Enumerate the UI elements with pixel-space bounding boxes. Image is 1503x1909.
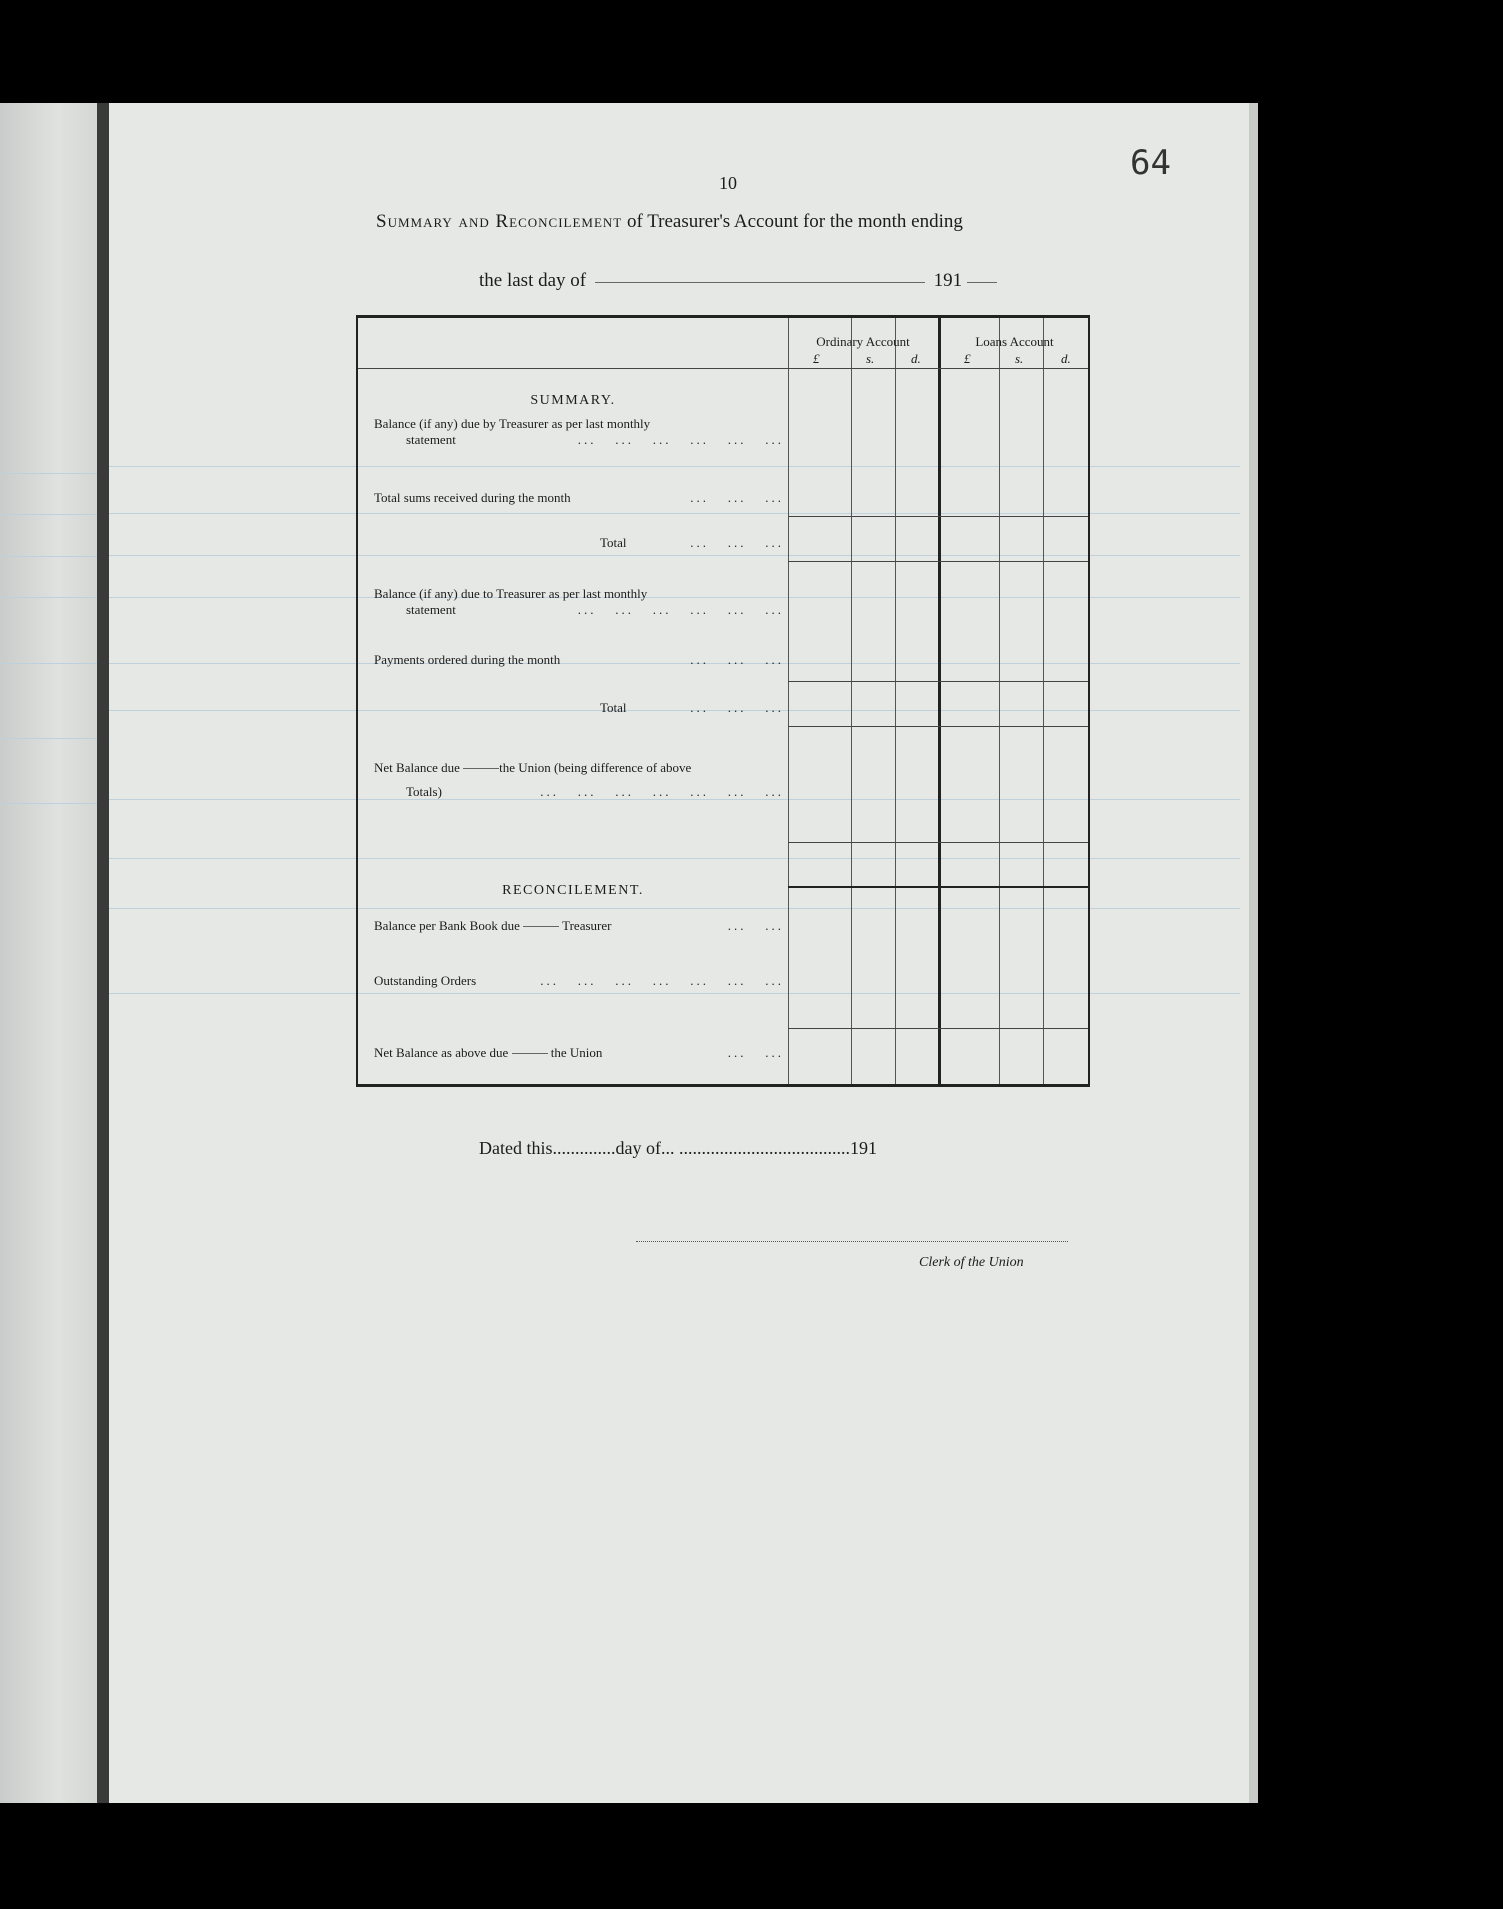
row-label: statement [406, 432, 456, 447]
row-balance-due-by-treasurer [374, 416, 784, 448]
row-total-2 [374, 700, 784, 716]
row-label: Total sums received during the month [374, 490, 571, 505]
column-divider [1043, 318, 1044, 1084]
shillings-header: s. [1015, 351, 1024, 366]
pounds-header: £ [813, 351, 820, 366]
stamped-page-number: 64 [1130, 143, 1171, 183]
row-label: Total [600, 535, 627, 550]
column-divider [999, 318, 1000, 1084]
row-label: Balance (if any) due to Treasurer as per last monthly [374, 586, 648, 601]
leader-dots: ... ... ... ... ... ... [577, 432, 784, 447]
row-label: Treasurer [562, 918, 612, 933]
date-blank [595, 282, 925, 283]
column-divider [851, 318, 852, 1084]
row-balance-due-to-treasurer [374, 586, 784, 618]
printed-page-number: 10 [719, 173, 737, 193]
leader-dots: ... ... [727, 918, 784, 933]
leader-dots: ... ... ... ... ... ... [577, 602, 784, 617]
row-label: Total [600, 700, 627, 715]
row-label: Net Balance as above due [374, 1045, 509, 1060]
leader-dots: ... ... ... [690, 700, 784, 715]
account-table [356, 315, 1090, 1087]
row-outstanding-orders [374, 973, 784, 989]
leader-dots: ... ... ... ... ... ... ... [540, 784, 784, 799]
book-spine [97, 103, 109, 1803]
leader-dots: ... ... ... ... ... ... ... [540, 973, 784, 988]
row-label: Balance (if any) due by Treasurer as per last monthly [374, 416, 651, 431]
summary-heading: SUMMARY. [530, 393, 616, 408]
row-net-balance [374, 760, 784, 800]
row-label: Net Balance due [374, 760, 460, 775]
left-facing-page [0, 103, 97, 1803]
signature-line [636, 1241, 1068, 1242]
row-label: the Union [550, 1045, 603, 1060]
row-net-balance-above [374, 1045, 784, 1061]
row-bank-book [374, 918, 784, 934]
row-label: the Union (being difference of above [499, 760, 692, 775]
pence-header: d. [1061, 351, 1071, 366]
pounds-header: £ [964, 351, 971, 366]
dated-line: Dated this..............day of... ......................................191 [479, 1138, 877, 1158]
year-blank [967, 282, 997, 283]
reconcilement-heading: RECONCILEMENT. [502, 883, 644, 898]
leader-dots: ... ... [727, 1045, 784, 1060]
column-divider [895, 318, 896, 1084]
row-label: Totals) [406, 784, 442, 799]
pence-header: d. [911, 351, 921, 366]
header-rule [358, 368, 1088, 369]
clerk-caption: Clerk of the Union [919, 1255, 1024, 1270]
row-label: Balance per Bank Book due [374, 918, 520, 933]
row-total-received [374, 490, 784, 506]
dateline-year: 191 [933, 270, 963, 291]
month-ending-line [479, 270, 997, 292]
leader-dots: ... ... ... [690, 490, 784, 505]
shillings-header: s. [866, 351, 875, 366]
account-divider [938, 318, 941, 1084]
ordinary-account-header: Ordinary Account [816, 334, 910, 349]
row-label: Outstanding Orders [374, 973, 477, 988]
row-payments-ordered [374, 652, 784, 668]
document-page [109, 103, 1249, 1803]
leader-dots: ... ... ... [690, 652, 784, 667]
column-divider [788, 318, 789, 1084]
title-small-caps: Summary and Reconcilement [376, 211, 623, 232]
loans-account-header: Loans Account [975, 334, 1054, 349]
title-rest: of Treasurer's Account for the month ending [627, 211, 963, 232]
row-total-1 [374, 535, 784, 551]
leader-dots: ... ... ... [690, 535, 784, 550]
dateline-label: the last day of [479, 270, 587, 291]
row-label: Payments ordered during the month [374, 652, 561, 667]
row-label: statement [406, 602, 456, 617]
page-title [376, 211, 1096, 233]
